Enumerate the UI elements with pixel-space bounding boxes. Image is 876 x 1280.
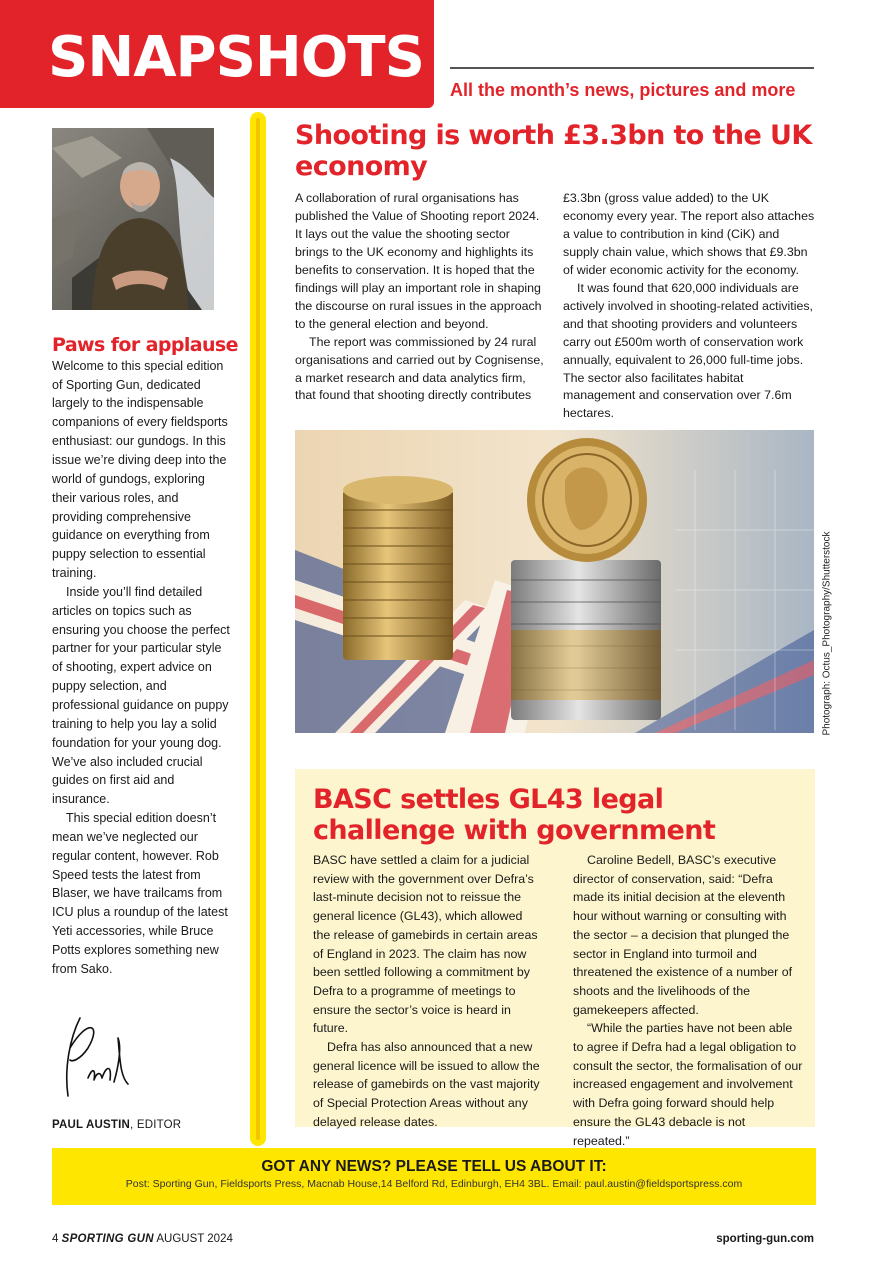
section-banner xyxy=(0,0,434,108)
page-footer-left xyxy=(52,1233,233,1245)
article-paragraph: BASC have settled a claim for a judicial review with the government over Defra’s last-minute decision not to reissue the general licence (GL43), which allowed the release of gamebirds in certain areas of England in 2023. The claim has now been settled following a commitment by Defra to a programme of meetings to ensure the sector’s voice is heard in future. xyxy=(313,853,538,1036)
economy-article-headline: Shooting is worth £3.3bn to the UK economy xyxy=(295,120,812,182)
editor-letter-paragraph: Inside you’ll find detailed articles on topics such as ensuring you choose the perfect partner for your particular style of shooting, expert advice on puppy selection, and professional guidance on puppy training to help you lay a solid foundation for your young dog. We’ve also included crucial guides on first aid and insurance. xyxy=(52,584,230,807)
page-number: 4 xyxy=(52,1233,59,1245)
editor-portrait-photo xyxy=(52,128,214,310)
news-box-address: Post: Sporting Gun, Fieldsports Press, Macnab House,14 Belford Rd, Edinburgh, EH4 3BL. Email: paul.austin@fieldsportspress.com xyxy=(125,1178,743,1190)
magazine-name: SPORTING GUN xyxy=(61,1233,154,1245)
article-paragraph: £3.3bn (gross value added) to the UK economy every year. The report also attaches a value to contribution in kind (CiK) and supply chain value, which shows that £9.3bn of wider economic activity for the economy. xyxy=(563,191,815,277)
editor-credit xyxy=(52,1119,181,1131)
photo-credit xyxy=(820,530,834,740)
issue-date: AUGUST 2024 xyxy=(156,1233,233,1245)
editor-role: , EDITOR xyxy=(130,1119,182,1131)
article-paragraph: “While the parties have not been able to agree if Defra had a legal obligation to consult the sector, the formalisation of our increased engagement and involvement with Defra going forward should help ensure the GL43 debacle is not repeated.” xyxy=(573,1021,803,1148)
news-submission-box xyxy=(52,1148,816,1205)
article-paragraph: The report was commissioned by 24 rural organisations and carried out by Cognisense, a market research and data analytics firm, that found that shooting directly contributes xyxy=(295,334,544,403)
editor-letter-paragraph: This special edition doesn’t mean we’ve neglected our regular content, however. Rob Speed tests the latest from Blaser, we have trailcams from ICU plus a roundup of the latest Yeti accessories, while Bruce Potts explores something new from Sako. xyxy=(52,811,228,976)
economy-article-body xyxy=(295,190,815,423)
editor-letter xyxy=(52,334,238,979)
article-paragraph: Caroline Bedell, BASC’s executive director of conservation, said: “Defra made its initial decision at the eleventh hour without warning or consulting with the sector – a decision that plunged the sector in England into turmoil and threatened the existence of a number of shoots and the livelihoods of the gamekeepers affected. xyxy=(573,853,793,1017)
basc-article-body xyxy=(313,851,803,1150)
editor-signature xyxy=(58,1008,138,1103)
section-title: SNAPSHOTS xyxy=(48,25,424,90)
website-url: sporting-gun.com xyxy=(716,1233,814,1245)
column-divider-bar xyxy=(250,112,266,1146)
photo-credit-text: Photograph: Octus_Photography/Shutterstock xyxy=(821,531,833,736)
editor-letter-paragraph: Welcome to this special edition of Sporting Gun, dedicated largely to the indispensable companions of every fieldsports enthusiast: our gundogs. In this issue we’re diving deep into the world of gundogs, exploring their various roles, and providing comprehensive guidance on everything from puppy selection to essential training. xyxy=(52,358,228,581)
basc-article-box xyxy=(295,769,815,1148)
article-paragraph: A collaboration of rural organisations has published the Value of Shooting report 2024. It lays out the value the shooting sector brings to the UK economy and highlights its benefits to conservation. It is hoped that the findings will play an important role in shaping the discourse on rural issues in the approach to the general election and beyond. xyxy=(295,191,542,331)
section-strapline: All the month’s news, pictures and more xyxy=(450,80,796,100)
article-paragraph: Defra has also announced that a new general licence will be issued to allow the release of gamebirds on the vast majority of Special Protection Areas without any delayed release dates. xyxy=(313,1040,540,1129)
article-paragraph: It was found that 620,000 individuals are actively involved in shooting-related activities, and that shooting providers and volunteers carry out £500m worth of conservation work annually, equivalent to 26,000 full-time jobs. The sector also facilitates habitat management and conservation over 7.6m hectares. xyxy=(563,280,814,421)
editor-name: PAUL AUSTIN xyxy=(52,1119,131,1131)
header-divider xyxy=(450,67,814,69)
basc-article-headline: BASC settles GL43 legal challenge with government xyxy=(313,784,716,846)
news-box-title: GOT ANY NEWS? PLEASE TELL US ABOUT IT: xyxy=(261,1158,607,1175)
coins-union-flag-photo xyxy=(295,430,814,733)
editor-letter-heading: Paws for applause xyxy=(52,334,238,356)
